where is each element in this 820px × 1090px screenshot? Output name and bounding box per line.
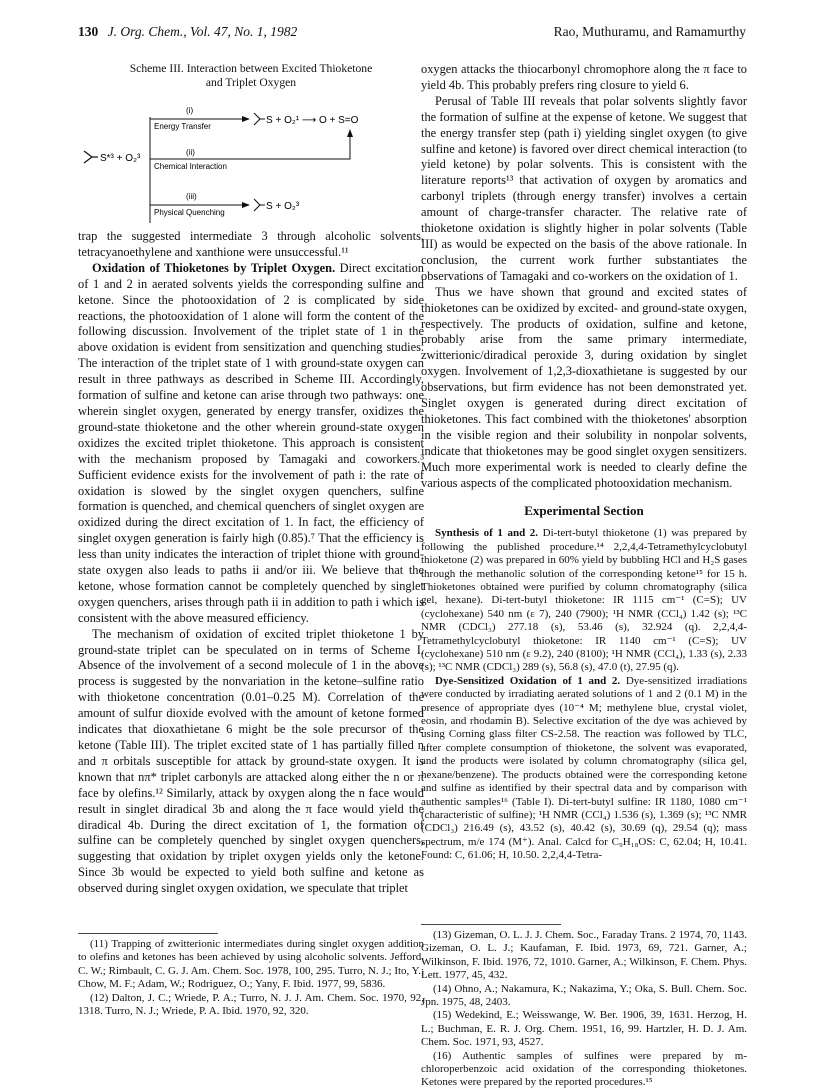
right-paragraph-1: oxygen attacks the thiocarbonyl chromophore along the π face to yield 4b. This probably prefers ring closure to yield 6.: [421, 62, 747, 92]
path-ii-roman: (ii): [186, 148, 195, 157]
right-paragraph-2: Perusal of Table III reveals that polar solvents slightly favor the formation of sulfine at the expense of ketone. We suggest that the energy transfer step (path i) yielding singlet oxygen (to give sulfine and ketone) is favored over direct chemical interaction (to yield ketone) by polar solvents. This is consistent with the literature reports¹³ that activation of oxygen by aromatics and carbonyl triplets (through energy transfer) involves a certain amount of charge-transfer character. The relative rate of thioketone oxidation is slightly higher in polar solvents (Table III) as would be expected on the basis of the above rationale. In conclusion, the current work further substantiates the observations of Tamagaki and co-workers on the oxidation of 1.: [421, 93, 747, 283]
footnote-14: (14) Ohno, A.; Nakamura, K.; Nakazima, Y.; Oka, S. Bull. Chem. Soc. Jpn. 1975, 48, 2403.: [421, 982, 747, 1009]
left-paragraph-2: [78, 261, 424, 627]
scheme-caption: [78, 62, 424, 89]
journal-citation: J. Org. Chem., Vol. 47, No. 1, 1982: [107, 24, 298, 39]
experimental-paragraph-2: [421, 675, 747, 863]
experimental-paragraph-1-body: Di-tert-butyl thioketone (1) was prepared by following the published procedure.¹⁴ 2,2,4,4-Tetramethylcyclobutyl thioketone (2) was prepared in 60% yield by bubbling HCl and H₂S gases through the methanolic solution of the corresponding ketone¹⁵ for 15 h. Thioketones obtained were purified by column chromatography (silica gel, hexane). Di-tert-butyl thioketone: IR 1115 cm⁻¹ (C=S); UV (cyclohexane) 540 nm (ε 7), 240 (7900); ¹H NMR (CCl₄) 1.42 (s); ¹³C NMR (CDCl₃) 277.18 (s), 53.46 (s), 32.924 (q). 2,2,4,4-Tetramethylcyclobutyl thioketone: IR 1140 cm⁻¹ (C=S); UV (cyclohexane) 510 nm (ε 9.2), 240 (8100); ¹H NMR (CCl₄), 1.33 (s), 2.33 (s); ¹³C NMR (CDCl₃) 289 (s), 56.8 (s), 47.0 (t), 27.95 (q).: [421, 527, 748, 674]
footnote-11: (11) Trapping of zwitterionic intermediates during singlet oxygen addition to olefins and ketones has been achieved by using alcoholic solvents. Jefford, C. W.; Rimbault, C. G. J. Am. Chem. Soc. 1978, 100, 295. Turro, N. J.; Ito, Y.; Chow, M. F.; Adam, W.; Rodriguez, O.; Yany, F. Ibid. 1977, 99, 5836.: [78, 938, 424, 991]
footnote-13: (13) Gizeman, O. L. J. J. Chem. Soc., Faraday Trans. 2 1974, 70, 1143. Gizeman, O. L. J.; Kaufaman, F. Ibid. 1973, 69, 721. Garner, A.; Wilkinson, F. Ibid. 1976, 72, 1010. Garner, A.; Wilkinson, F. Chem. Phys. Lett. 1977, 45, 432.: [421, 929, 747, 982]
left-column: [78, 62, 424, 897]
scheme-caption-line2: and Triplet Oxygen: [205, 75, 297, 89]
right-footnotes: [421, 918, 747, 1090]
runhead-dye-sensitized: Dye-Sensitized Oxidation of 1 and 2.: [435, 674, 621, 687]
footnote-15: (15) Wedekind, E.; Weisswange, W. Ber. 1906, 39, 1631. Herzog, H. L.; Buchman, E. R. J. Org. Chem. 1951, 16, 99. Hartzler, H. D. J. Am. Chem. Soc. 1971, 93, 4527.: [421, 1009, 747, 1049]
reactant-molecule: [84, 151, 141, 164]
reactant-label: S*³ + O₂³: [100, 153, 141, 164]
path-iii: [150, 192, 300, 217]
path-ii-label: Chemical Interaction: [154, 162, 227, 171]
path-iii-products: S + O₂³: [266, 201, 300, 212]
header-left: [78, 24, 297, 40]
path-iii-roman: (iii): [186, 192, 197, 201]
path-i: [150, 106, 359, 131]
experimental-section-title: Experimental Section: [524, 503, 644, 519]
left-paragraph-1: trap the suggested intermediate 3 through alcoholic solvents, tetracyanoethylene and xanthione were unsuccessful.¹¹: [78, 229, 424, 259]
scheme-diagram: [78, 93, 424, 223]
left-paragraph-3: The mechanism of oxidation of excited triplet thioketone 1 by ground-state triplet can be speculated on in terms of Scheme I. Absence of the involvement of a second molecule of 1 in the above process is suggested by the nonvariation in the ketone–sulfine ratio with thioketone concentration (0.01–0.25 M). Correlation of the amount of sulfur dioxide evolved with the amount of ketone formed indicates that dioxathietane 6 might be the sole precursor of the ketone (Table III). The triplet excited state of 1 has partially filled n and π orbitals susceptible for attack by ground-state oxygen. It is known that nπ* triplet carbonyls are attacked along either the n or π face by olefins.¹² Similarly, attack by oxygen along the n face would result in singlet diradical 3b and along the π face would yield the diradical 4b. During the direct excitation of 1, the formation of sulfine can be completely quenched by singlet oxygen quenchers, suggesting that oxidation by triplet oxygen yields only the ketone. Since 3b would be expected to yield both sulfine and ketone as observed during singlet oxygen oxidation, we speculate that triplet: [78, 626, 424, 896]
path-i-label: Energy Transfer: [154, 122, 211, 131]
path-i-roman: (i): [186, 106, 194, 115]
experimental-paragraph-1: [421, 527, 747, 674]
experimental-section: [421, 527, 747, 862]
footnote-16: (16) Authentic samples of sulfines were prepared by m-chloroperbenzoic acid oxidation of the corresponding thioketones. Ketones were prepared by the reported procedures.¹⁵: [421, 1049, 747, 1089]
path-i-products: S + O₂¹ ⟶ O + S=O: [266, 115, 359, 126]
section-runhead-oxidation: Oxidation of Thioketones by Triplet Oxygen.: [92, 260, 336, 275]
left-footnotes: [78, 927, 424, 1018]
footnote-rule: [421, 924, 561, 925]
path-iii-label: Physical Quenching: [154, 208, 225, 217]
author-names: Rao, Muthuramu, and Ramamurthy: [553, 24, 746, 39]
footnote-rule: [78, 933, 218, 934]
scheme-caption-line1: Scheme III. Interaction between Excited Thioketone: [129, 62, 373, 75]
page-number: 130: [78, 24, 99, 39]
experimental-paragraph-2-body: Dye-sensitized irradiations were conducted by irradiating aerated solutions of 1 and 2 (0.1 M) in the presence of appropriate dyes (10⁻⁴ M; methylene blue, crystal violet, eosin, and rhodamin B). Selective excitation of the dye was achieved by using Corning glass filter CS-2.58. The reaction was followed by TLC, after complete consumption of thioketone, the solvent was evaporated, and the products were isolated by column chromatography (silica gel, hexane/benzene). The products obtained were the corresponding ketone and sulfine as identified by their spectral data and by comparison with authentic samples¹⁶ (Table I). Di-tert-butyl sulfine: IR 1180, 1080 cm⁻¹ (characteristic of sulfine); ¹H NMR (CCl₄) 1.536 (s), 1.369 (s); ¹³C NMR (CDCl₃) 216.49 (s), 43.52 (s), 40.42 (s), 30.69 (q), 29.54 (q); mass spectrum, m/e 174 (M⁺). Anal. Calcd for C₉H₁₈OS: C, 62.04; H, 10.41. Found: C, 61.06; H, 10.50. 2,2,4,4-Tetra-: [421, 674, 747, 862]
right-paragraph-3: Thus we have shown that ground and excited states of thioketones can be oxidized by excited- and ground-state oxygen, respectively. The products of oxidation, sulfine and ketone, probably arise from the same primary intermediate, zwitterionic/diradical peroxide 3, during oxidation by singlet oxygen. Involvement of 1,2,3-dioxathietane is suggested by our observations, but firm evidence has not been demonstrated yet. Singlet oxygen is generated during direct excitation of thioketones. This fact combined with the thioketones' absorption in the visible region and their solubility in nonpolar solvents, indicate that thioketones may be good singlet oxygen sensitizers. Much more experimental work is needed to clearly define the various aspects of the complicated photooxidation mechanism.: [421, 284, 747, 490]
left-paragraph-2-body: Direct excitation of 1 and 2 in aerated solvents yields the corresponding sulfine and ketone. Since the photooxidation of 2 is complicated by side reactions, the photooxidation of 1 alone will form the content of the following discussion. Involvement of the triplet state of 1 in the above oxidation is evident from sensitization and quenching studies. The interaction of the triplet state of 1 with ground-state oxygen can result in three pathways as described in Scheme III. Accordingly, formation of sulfine and ketone can arise through two pathways: one wherein singlet oxygen, generated by energy transfer, oxidizes the ground-state thioketone and the other wherein ground-state oxygen oxidizes the excited triplet thioketone. This approach is consistent with the mechanism proposed by Tamagaki and coworkers.³ Sufficient evidence exists for the involvement of path i: the rate of oxidation is slowed by the singlet oxygen quenchers, sulfine formation is quenched, and chemical quenchers of singlet oxygen are oxidized during the direct excitation of 1. In fact, the efficiency of singlet oxygen generation is fairly high (0.85).⁷ That the efficiency is less than unity indicates the interaction of triplet thione with ground-state oxygen also leads to paths ii and/or iii. We believe that the ketone, whose formation cannot be completely quenched by singlet oxygen quenchers, arises through path ii in addition to path i which is consistent with the above measured efficiency.: [78, 260, 424, 625]
path-ii: [150, 129, 353, 171]
right-column: [421, 62, 747, 863]
running-header: [78, 24, 746, 44]
runhead-synthesis: Synthesis of 1 and 2.: [435, 527, 539, 540]
footnote-12: (12) Dalton, J. C.; Wriede, P. A.; Turro, N. J. J. Am. Chem. Soc. 1970, 92, 1318. Turro, N. J.; Wriede, P. A. Ibid. 1970, 92, 320.: [78, 991, 424, 1018]
